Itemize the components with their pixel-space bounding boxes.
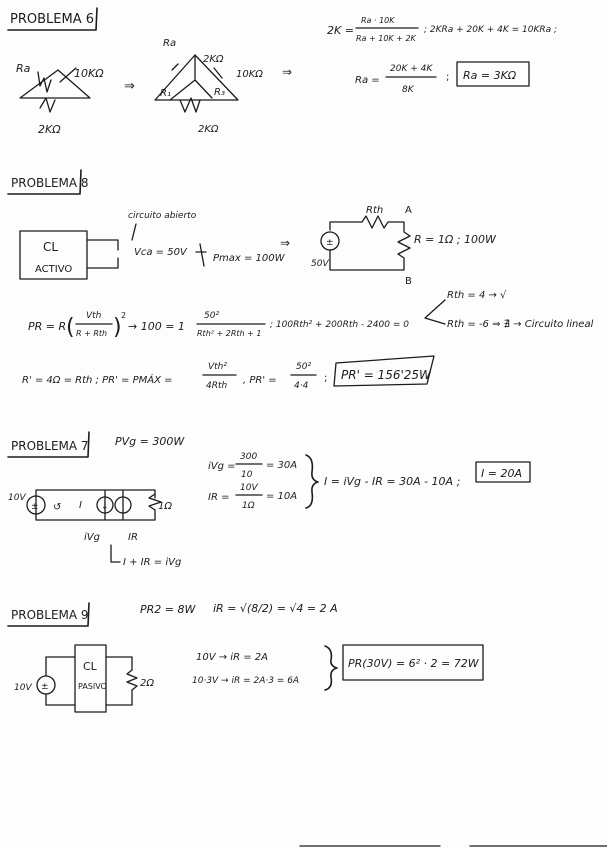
p8-eq-num2: 50² xyxy=(204,311,220,321)
p8-sol1: Rth = 4 → √ xyxy=(447,290,507,301)
p9-ir: iR = √(8/2) = √4 = 2 A xyxy=(213,602,338,615)
brace-icon xyxy=(325,646,337,690)
p8-sol2: Rth = -6 ⇒ ∄ → Circuito lineal xyxy=(447,319,594,330)
rth-label: Rth xyxy=(366,205,384,216)
p8-eq-num4: 50² xyxy=(296,362,312,372)
p7-r1: 1Ω xyxy=(158,501,173,512)
p8-eq-den2: Rth² + 2Rth + 1 xyxy=(197,329,262,338)
r-eq-label: R = 1Ω ; 100W xyxy=(414,233,496,246)
svg-text:±: ± xyxy=(31,502,39,512)
p7-eqb-num: 10V xyxy=(240,483,258,493)
problem-6-title: PROBLEMA 6 xyxy=(10,12,94,27)
cl-pasivo-l1: CL xyxy=(83,660,97,673)
p9-circuit xyxy=(14,645,154,712)
p8-eq-quad: ; 100Rth² + 200Rth - 2400 = 0 xyxy=(270,320,409,330)
p6-eq2-sep: ; xyxy=(446,72,450,83)
p8-eq-den3: 4Rth xyxy=(206,381,228,391)
svg-text:↓: ↓ xyxy=(101,502,109,512)
p9-r: 2Ω xyxy=(140,678,155,689)
cl-pasivo-l2: PASIVO xyxy=(78,682,107,691)
cl-activo-l2: ACTIVO xyxy=(35,264,73,275)
p9-pr: PR2 = 8W xyxy=(140,603,196,616)
p6-eq2-den: 8K xyxy=(402,85,414,95)
label-ra: Ra xyxy=(16,62,31,75)
pvg-label: PVg = 300W xyxy=(115,435,185,448)
svg-text:): ) xyxy=(113,315,122,340)
delta-label-r3: R₃ xyxy=(214,87,225,98)
open-circuit-label: circuito abierto xyxy=(128,211,197,221)
delta-label-2k: 2KΩ xyxy=(203,54,224,65)
pmax-label: Pmax = 100W xyxy=(213,253,285,264)
p7-eqb-lhs: IR = xyxy=(208,492,230,503)
p7-eqa-den: 10 xyxy=(241,470,253,480)
p6-eq1-rhs: ; 2KRa + 20K + 4K = 10KRa ; xyxy=(424,25,558,35)
p7-label-ir: IR xyxy=(128,532,138,543)
problem-9 xyxy=(8,602,483,712)
delta-label-r1: R₁ xyxy=(160,88,171,99)
arrow-1: ⇒ xyxy=(124,79,135,94)
p6-eq1-den: Ra + 10K + 2K xyxy=(356,34,416,43)
p7-eqa-lhs: iVg = xyxy=(208,461,236,472)
problem-9-title: PROBLEMA 9 xyxy=(11,608,89,622)
svg-text:↺: ↺ xyxy=(53,502,62,513)
p7-kcl: I + IR = iVg xyxy=(123,557,182,568)
p8-eq-frac-den: R + Rth xyxy=(76,329,108,338)
p8-eq-line2: R' = 4Ω = Rth ; PR' = PMÁX = xyxy=(22,375,173,386)
node-a: A xyxy=(405,205,412,216)
p9-src: 10V xyxy=(14,683,32,693)
triangle-circuit xyxy=(16,62,104,136)
arrow-p8: ⇒ xyxy=(280,236,291,250)
p7-eq-i: I = iVg - IR = 30A - 10A ; xyxy=(324,475,461,488)
p8-eq-den4: 4·4 xyxy=(294,381,309,391)
problem-8-title: PROBLEMA 8 xyxy=(11,176,89,190)
p7-result: I = 20A xyxy=(481,467,522,480)
arrow-2: ⇒ xyxy=(282,65,293,79)
svg-text:2: 2 xyxy=(121,311,127,320)
p9-l2: 10·3V → iR = 2A·3 = 6A xyxy=(192,676,300,686)
svg-text:(: ( xyxy=(66,315,75,340)
node-b: B xyxy=(405,276,412,287)
vca-label: Vca = 50V xyxy=(134,247,187,258)
p9-l1: 10V → iR = 2A xyxy=(196,652,268,663)
p8-result: PR' = 156'25W xyxy=(341,368,431,382)
p8-eq-pr: PR = R xyxy=(28,320,67,333)
p8-eq-sep: ; xyxy=(324,373,328,384)
p7-eqa-rhs: = 30A xyxy=(266,460,298,471)
p7-label-i: I xyxy=(79,500,82,511)
p7-src: 10V xyxy=(8,493,26,503)
delta-circuit xyxy=(155,38,263,135)
cl-activo-l1: CL xyxy=(43,240,59,254)
p7-eqb-rhs: = 10A xyxy=(266,491,298,502)
svg-text:±: ± xyxy=(326,238,334,248)
cl-pasivo-box xyxy=(75,645,106,712)
label-10k: 10KΩ xyxy=(74,67,104,80)
p8-eq-cont: → 100 = 1 xyxy=(128,320,185,333)
delta-label-ra: Ra xyxy=(163,38,177,49)
p7-eqa-num: 300 xyxy=(240,452,258,462)
p7-eqb-den: 1Ω xyxy=(242,501,255,511)
svg-text:±: ± xyxy=(41,682,49,692)
p8-eq-frac-num: Vth xyxy=(86,311,102,321)
problem-7 xyxy=(8,432,530,568)
thevenin-circuit xyxy=(311,205,497,287)
problem-8 xyxy=(8,170,594,391)
p6-result: Ra = 3KΩ xyxy=(463,69,517,82)
brace-icon xyxy=(306,455,318,508)
problem-6 xyxy=(8,8,557,136)
problem-7-title: PROBLEMA 7 xyxy=(11,439,89,453)
p9-result: PR(30V) = 6² · 2 = 72W xyxy=(348,657,479,670)
p7-label-ivg: iVg xyxy=(84,532,100,543)
src-label: 50V xyxy=(311,259,329,269)
p7-circuit xyxy=(8,490,181,568)
p6-eq2-lhs: Ra = xyxy=(355,75,380,86)
p8-eq-num3: Vth² xyxy=(208,362,227,372)
p8-eq-mid3: , PR' = xyxy=(243,375,277,386)
delta-label-10k: 10KΩ xyxy=(236,69,263,80)
label-2k: 2KΩ xyxy=(38,123,61,136)
p6-eq2-num: 20K + 4K xyxy=(390,64,433,74)
p6-eq1-num: Ra · 10K xyxy=(361,16,395,25)
p6-eq1-lhs: 2K = xyxy=(327,24,354,37)
delta-label-2k-bottom: 2KΩ xyxy=(198,124,219,135)
